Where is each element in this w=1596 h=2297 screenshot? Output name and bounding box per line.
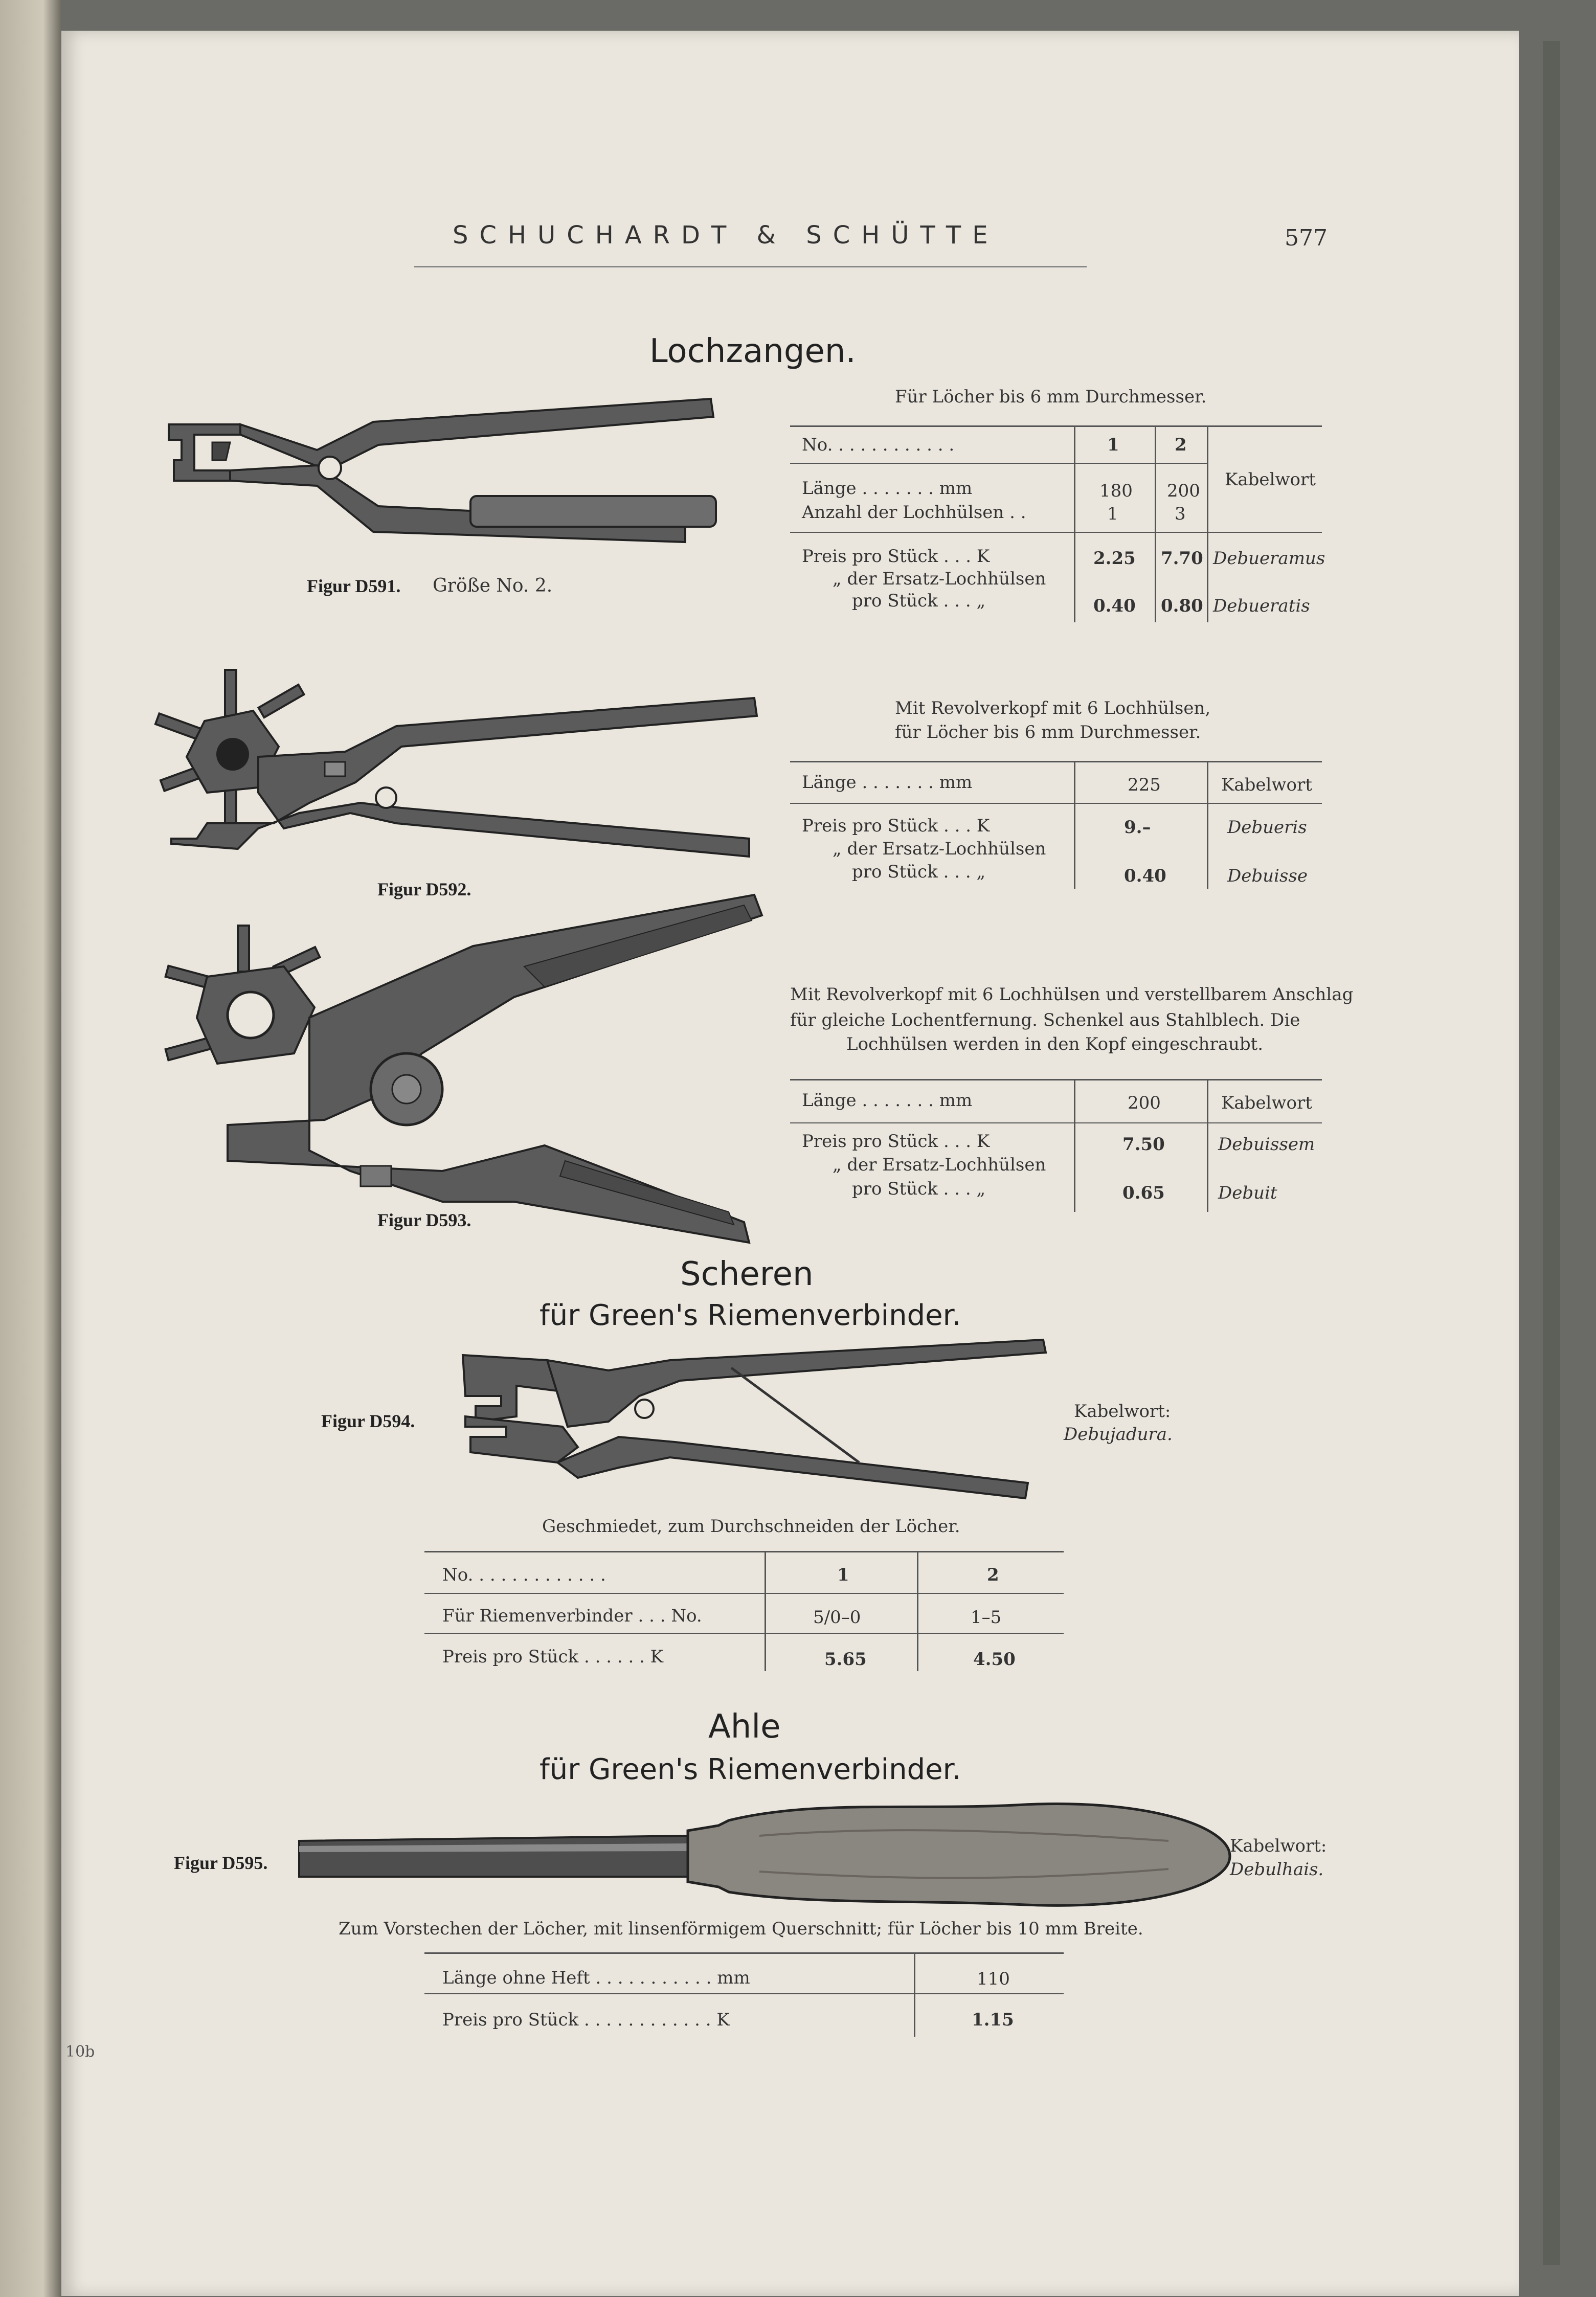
table2-preis-label: Preis pro Stück . . . K	[802, 816, 990, 836]
table2-preis-kabelwort: Debueris	[1227, 817, 1307, 838]
scheren-preis-label: Preis pro Stück . . . . . . K	[442, 1647, 664, 1667]
ahle-table-top-rule	[424, 1952, 1064, 1954]
section-subtitle-scheren: für Green's Riemenverbinder.	[540, 1299, 961, 1332]
table1-anzahl-2: 3	[1175, 504, 1186, 524]
table3-ersatz: 0.65	[1122, 1183, 1165, 1203]
ahle-caption: Zum Vorstechen der Löcher, mit linsenförmigem Querschnitt; für Löcher bis 10 mm Breite.	[339, 1919, 1143, 1939]
table1-kabelwort-header: Kabelwort	[1225, 469, 1316, 490]
book-edge	[1543, 41, 1560, 2265]
table1-ersatz-label-1: „ der Ersatz-Lochhülsen	[833, 569, 1046, 589]
table1-row-rule-2	[790, 532, 1322, 533]
header-rule	[414, 266, 1087, 267]
table1-ersatz-2: 0.80	[1161, 596, 1203, 616]
table1-no-2: 2	[1175, 435, 1187, 455]
scheren-caption: Geschmiedet, zum Durchschneiden der Löcher.	[542, 1516, 960, 1537]
figure-label-d591: Figur D591.	[307, 576, 401, 596]
table2-kabelwort-header: Kabelwort	[1221, 775, 1312, 795]
table1-anzahl-label: Anzahl der Lochhülsen . .	[802, 502, 1026, 523]
table1-preis-label: Preis pro Stück . . . K	[802, 546, 990, 567]
scheren-no-1: 1	[837, 1565, 849, 1585]
figure-label-d594: Figur D594.	[321, 1411, 415, 1431]
table1-no-label: No. . . . . . . . . . . .	[802, 435, 955, 455]
table1-ersatz-kabelwort: Debueratis	[1213, 596, 1310, 616]
table2-ersatz-label-1: „ der Ersatz-Lochhülsen	[833, 839, 1046, 859]
table2-caption-line-2: für Löcher bis 6 mm Durchmesser.	[895, 722, 1201, 742]
table3-caption-line-3: Lochhülsen werden in den Kopf eingeschraubt.	[846, 1034, 1264, 1054]
table1-preis-1: 2.25	[1093, 548, 1136, 569]
figure-d591-size-note: Größe No. 2.	[433, 575, 553, 596]
page-number: 577	[1285, 225, 1328, 251]
left-page-edge	[0, 0, 61, 2297]
revolver-punch-d592-illustration	[156, 670, 759, 874]
table2-laenge: 225	[1128, 775, 1161, 795]
figure-label-d593: Figur D593.	[377, 1210, 471, 1230]
table3-preis: 7.50	[1122, 1134, 1165, 1155]
table2-col-rule-2	[1207, 761, 1208, 889]
table1-col-rule-3	[1207, 425, 1208, 622]
scheren-preis-1: 5.65	[824, 1649, 867, 1670]
table3-caption-line-1: Mit Revolverkopf mit 6 Lochhülsen und verstellbarem Anschlag	[790, 984, 1354, 1005]
awl-d595-illustration	[299, 1795, 1235, 1912]
figure-label-d592: Figur D592.	[377, 879, 471, 899]
running-head: SCHUCHARDT & SCHÜTTE	[453, 221, 999, 250]
scheren-table-col-rule-1	[765, 1551, 766, 1671]
table3-col-rule-2	[1207, 1079, 1208, 1212]
scheren-table-top-rule	[424, 1551, 1064, 1552]
scheren-table-row-rule-1	[424, 1593, 1064, 1594]
table3-laenge-label: Länge . . . . . . . mm	[802, 1090, 973, 1111]
table3-ersatz-label-1: „ der Ersatz-Lochhülsen	[833, 1155, 1046, 1175]
scheren-fuer-label: Für Riemenverbinder . . . No.	[442, 1606, 702, 1626]
scheren-fuer-2: 1–5	[971, 1607, 1002, 1628]
table2-laenge-label: Länge . . . . . . . mm	[802, 772, 973, 793]
table1-laenge-label: Länge . . . . . . . mm	[802, 478, 973, 499]
table1-anzahl-1: 1	[1107, 504, 1118, 524]
table2-top-rule	[790, 761, 1322, 762]
table1-ersatz-label-2: pro Stück . . . „	[852, 591, 986, 611]
ahle-table-row-rule	[424, 1993, 1064, 1994]
ahle-table-col-rule	[914, 1952, 915, 2037]
table2-ersatz-kabelwort: Debuisse	[1227, 866, 1308, 886]
table2-row-rule	[790, 803, 1322, 804]
table1-row-rule-1	[790, 463, 1207, 464]
figure-label-d595: Figur D595.	[174, 1853, 268, 1873]
table1-laenge-1: 180	[1099, 481, 1133, 501]
table1-caption: Für Löcher bis 6 mm Durchmesser.	[895, 387, 1207, 407]
section-title-ahle: Ahle	[708, 1708, 781, 1746]
table2-preis: 9.–	[1124, 817, 1151, 838]
scheren-table-row-rule-2	[424, 1633, 1064, 1634]
table1-preis-2: 7.70	[1161, 548, 1203, 569]
section-title-scheren: Scheren	[680, 1255, 814, 1293]
section-title-lochzangen: Lochzangen.	[649, 332, 856, 370]
table1-no-1: 1	[1107, 435, 1119, 455]
table2-ersatz-label-2: pro Stück . . . „	[852, 862, 986, 882]
ahle-preis: 1.15	[972, 2010, 1014, 2030]
table1-preis-kabelwort: Debueramus	[1213, 548, 1325, 569]
scheren-no-label: No. . . . . . . . . . . . .	[442, 1565, 606, 1585]
ahle-kabelwort: Debulhais.	[1230, 1859, 1324, 1880]
table3-row-rule	[790, 1122, 1322, 1123]
scheren-table-col-rule-2	[917, 1551, 918, 1671]
table1-col-rule-2	[1155, 425, 1156, 622]
ahle-preis-label: Preis pro Stück . . . . . . . . . . . . K	[442, 2010, 730, 2030]
table3-ersatz-kabelwort: Debuit	[1218, 1183, 1277, 1203]
table2-ersatz: 0.40	[1124, 866, 1166, 886]
scheren-fuer-1: 5/0–0	[813, 1607, 861, 1628]
ahle-kabelwort-label: Kabelwort:	[1230, 1836, 1327, 1856]
ahle-laenge: 110	[977, 1969, 1010, 1989]
scheren-kabelwort-label: Kabelwort:	[1074, 1401, 1171, 1422]
scheren-no-2: 2	[987, 1565, 999, 1585]
shears-d594-illustration	[455, 1340, 1048, 1503]
table3-col-rule-1	[1074, 1079, 1075, 1212]
scheren-kabelwort: Debujadura.	[1064, 1424, 1173, 1445]
table3-ersatz-label-2: pro Stück . . . „	[852, 1179, 986, 1199]
table3-kabelwort-header: Kabelwort	[1221, 1093, 1312, 1113]
table1-ersatz-1: 0.40	[1093, 596, 1136, 616]
table3-caption-line-2: für gleiche Lochentfernung. Schenkel aus Stahlblech. Die	[790, 1010, 1300, 1030]
table3-top-rule	[790, 1079, 1322, 1080]
margin-note: 10b	[65, 2043, 95, 2061]
scheren-preis-2: 4.50	[973, 1649, 1016, 1670]
table3-preis-kabelwort: Debuissem	[1218, 1134, 1315, 1155]
table1-laenge-2: 200	[1167, 481, 1200, 501]
punch-pliers-d591-illustration	[164, 394, 726, 568]
table1-top-rule	[790, 425, 1322, 427]
table3-preis-label: Preis pro Stück . . . K	[802, 1131, 990, 1152]
ahle-laenge-label: Länge ohne Heft . . . . . . . . . . . mm	[442, 1968, 750, 1988]
table1-col-rule-1	[1074, 425, 1075, 622]
table3-laenge: 200	[1128, 1093, 1161, 1113]
table2-caption-line-1: Mit Revolverkopf mit 6 Lochhülsen,	[895, 698, 1211, 718]
table2-col-rule-1	[1074, 761, 1075, 889]
section-subtitle-ahle: für Green's Riemenverbinder.	[540, 1753, 961, 1786]
revolver-punch-d593-illustration	[156, 885, 770, 1232]
